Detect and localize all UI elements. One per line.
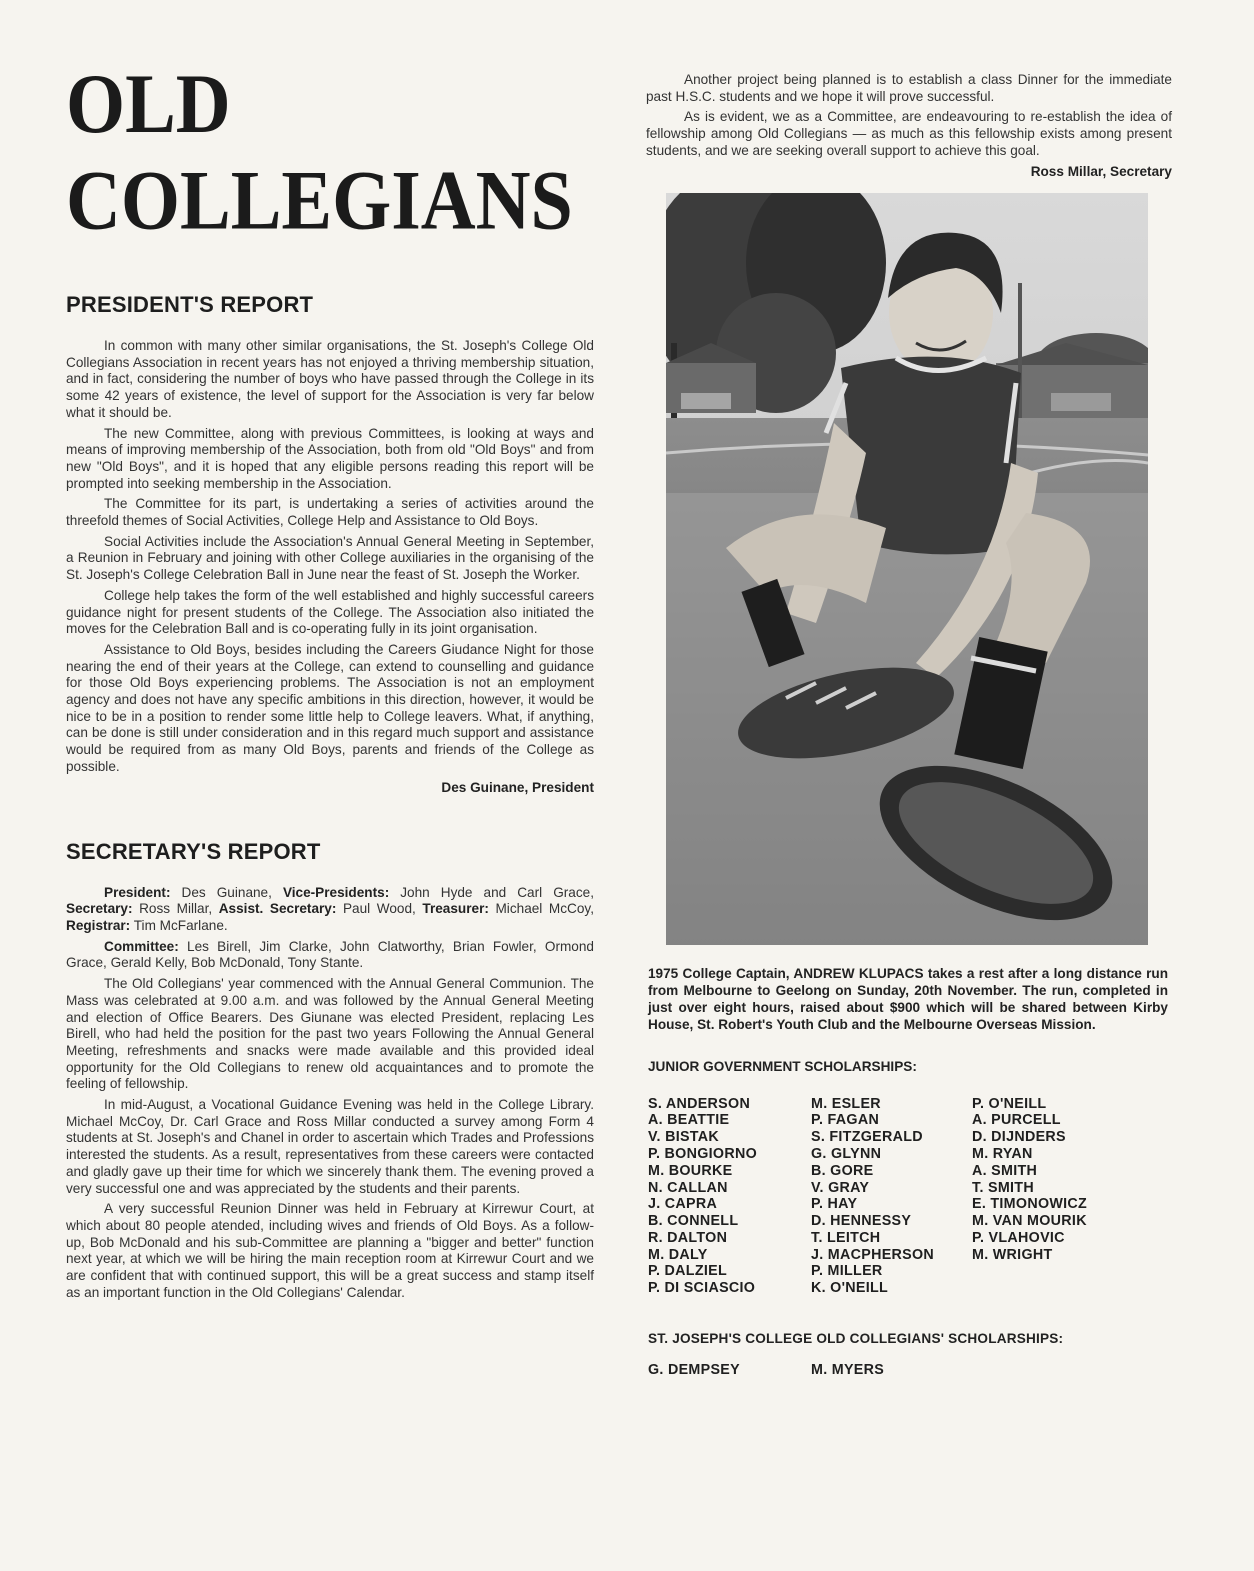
scholar-name: G. GLYNN xyxy=(811,1145,882,1162)
scholar-name: M. ESLER xyxy=(811,1095,881,1112)
president-paragraph: In common with many other similar organisations, the St. Joseph's College Old Collegians Association in recent years has not enjoyed a thriving membership situation, and in fact, considering the number of boys who have passed through the College in its some 42 years of existence, the level of support for the Association is very far below what it should be. xyxy=(66,338,594,420)
scholar-name: P. HAY xyxy=(811,1196,858,1213)
committee-label: Committee: xyxy=(104,938,179,954)
scholar-name: P. MILLER xyxy=(811,1263,883,1280)
president-signature: Des Guinane, President xyxy=(441,779,594,795)
old-collegians-scholarships-heading: ST. JOSEPH'S COLLEGE OLD COLLEGIANS' SCHOLARSHIPS: xyxy=(648,1331,1064,1347)
scholar-name: M. WRIGHT xyxy=(972,1246,1053,1263)
scholar-name: D. DIJNDERS xyxy=(972,1129,1066,1146)
scholar-name: P. FAGAN xyxy=(811,1112,880,1129)
photo-illustration xyxy=(666,193,1148,945)
scholar-name: M. DALY xyxy=(648,1246,708,1263)
scholar-name: M. RYAN xyxy=(972,1145,1033,1162)
scholar-name: K. O'NEILL xyxy=(811,1280,889,1297)
scholar-name: R. DALTON xyxy=(648,1229,728,1246)
junior-scholarships-heading: JUNIOR GOVERNMENT SCHOLARSHIPS: xyxy=(648,1058,917,1074)
scholar-name: B. GORE xyxy=(811,1162,874,1179)
president-report-heading: PRESIDENT'S REPORT xyxy=(66,292,314,317)
secretary-paragraph: The Old Collegians' year commenced with the Annual General Communion. The Mass was celebrated at 9.00 a.m. and was followed by the Annual General Meeting and election of Office Bearers. Des Giunane was elected President, replacing Les Birell, who had held the position for the past two years Following the Annual General Meeting, refreshments and snacks were made available and this provided ideal opportunity for the Old Collegians to renew old acquaintances and to promote the feeling of fellowship. xyxy=(66,976,594,1092)
scholar-name: M. VAN MOURIK xyxy=(972,1213,1087,1230)
scholar-name: V. BISTAK xyxy=(648,1129,720,1146)
secretary-paragraph: In mid-August, a Vocational Guidance Evening was held in the College Library. Michael McCoy, Dr. Carl Grace and Ross Millar conducted a survey among Form 4 students at St. Joseph's and Chanel in order to ascertain which Trades and Professions interested the students. As a result, representatives from these careers were contacted and gladly gave up their time for which we sincerely thank them. The evening proved a very successful one and was appreciated by the students and their parents. xyxy=(66,1097,594,1196)
scholar-name: S. ANDERSON xyxy=(648,1095,751,1112)
vp-names: John Hyde and Carl Grace, xyxy=(389,884,594,900)
president-paragraph: Social Activities include the Association's Annual General Meeting in September, a Reunion in February and joining with other College auxiliaries in the organising of the St. Joseph's College Celebration Ball in June near the feast of St. Joseph the Worker. xyxy=(66,533,594,583)
scholar-name: P. BONGIORNO xyxy=(648,1145,757,1162)
scholar-name: T. LEITCH xyxy=(811,1229,881,1246)
scholar-name: A. PURCELL xyxy=(972,1112,1061,1129)
president-paragraph: Assistance to Old Boys, besides including the Careers Giudance Night for those nearing the end of their years at the College, can extend to counselling and guidance for those Old Boys experiencing problems. The Association is not an employment agency and does not have any specific ambitions in this direction, however, it would be nice to be in a position to render some little help to College leavers. What, if anything, can be done is still under consideration and in this regard much support and assistance would be required from as many Old Boys, parents and friends of the College as possible. xyxy=(66,641,594,774)
scholar-name: P. DALZIEL xyxy=(648,1263,727,1280)
secretary-paragraph: A very successful Reunion Dinner was held in February at Kirrewur Court, at which about 80 people atended, including wives and friends of Old Boys. As a follow-up, Bob McDonald and his sub-Committee are planning a "bigger and better" function next year, at which we will be hiring the main reception room at Kirrewur Court and we are confident that with continued support, this will be a great success and stamp itself as an important function in the Old Collegians' Calendar. xyxy=(66,1201,594,1300)
scholar-name: B. CONNELL xyxy=(648,1213,739,1230)
treasurer-label: Treasurer: xyxy=(422,901,489,917)
president-paragraph: College help takes the form of the well established and highly successful careers guidance night for present students of the College. The Association also initiated the moves for the Celebration Ball and is co-operating fully in its joint organisation. xyxy=(66,587,594,637)
vp-label: Vice-Presidents: xyxy=(282,884,390,900)
names-column xyxy=(811,1096,972,1298)
president-paragraph: The Committee for its part, is undertaking a series of activities around the threefold themes of Social Activities, College Help and Assistance to Old Boys. xyxy=(66,496,594,529)
page-title: OLD COLLEGIANS xyxy=(66,57,573,248)
scholar-name: J. CAPRA xyxy=(648,1196,718,1213)
scholar-name: E. TIMONOWICZ xyxy=(972,1196,1088,1213)
scholar-name: T. SMITH xyxy=(972,1179,1034,1196)
junior-scholarships-list xyxy=(648,1096,1172,1298)
scholar-name: M. MYERS xyxy=(811,1362,885,1379)
scholar-name: N. CALLAN xyxy=(648,1179,728,1196)
secretary-paragraph: As is evident, we as a Committee, are endeavouring to re-establish the idea of fellowship among Old Collegians — as much as this fellowship exists among present students, and we are seeking overall support to achieve this goal. xyxy=(646,109,1172,158)
scholar-name: S. FITZGERALD xyxy=(811,1129,923,1146)
officers-paragraph xyxy=(66,885,594,935)
scholar-name: D. HENNESSY xyxy=(811,1213,912,1230)
scholar-name: A. BEATTIE xyxy=(648,1112,730,1129)
scholar-name: P. DI SCIASCIO xyxy=(648,1280,756,1297)
secretary-name: Ross Millar, xyxy=(132,901,219,917)
names-column xyxy=(648,1096,811,1298)
scholar-name: A. SMITH xyxy=(972,1162,1038,1179)
assist-secretary-name: Paul Wood, xyxy=(336,901,423,917)
treasurer-name: Michael McCoy, xyxy=(488,901,594,917)
right-column xyxy=(646,72,1172,1378)
registrar-label: Registrar: xyxy=(66,917,131,933)
committee-paragraph xyxy=(66,939,594,972)
assist-secretary-label: Assist. Secretary: xyxy=(218,901,337,917)
college-captain-photo xyxy=(666,193,1148,945)
secretary-label: Secretary: xyxy=(66,901,133,917)
left-column xyxy=(66,56,594,1301)
scholar-name: P. VLAHOVIC xyxy=(972,1229,1065,1246)
committee-names: Les Birell, Jim Clarke, John Clatworthy, Brian Fowler, Ormond Grace, Gerald Kelly, Bob McDonald, Tony Stante. xyxy=(66,938,594,971)
secretary-signature: Ross Millar, Secretary xyxy=(1030,163,1172,179)
secretary-report-heading: SECRETARY'S REPORT xyxy=(66,838,321,864)
registrar-name: Tim McFarlane. xyxy=(130,917,228,933)
old-collegians-scholarships-list xyxy=(648,1362,1172,1378)
president-label: President: xyxy=(104,884,171,900)
scholar-name: V. GRAY xyxy=(811,1179,870,1196)
photo-caption: 1975 College Captain, ANDREW KLUPACS takes a rest after a long distance run from Melbourne to Geelong on Sunday, 20th November. The run, completed in just over eight hours, raised about $900 which will be shared between Kirby House, St. Robert's Youth Club and the Melbourne Overseas Mission. xyxy=(648,965,1168,1032)
names-column xyxy=(972,1096,1142,1298)
secretary-paragraph: Another project being planned is to establish a class Dinner for the immediate past H.S.C. students and we hope it will prove successful. xyxy=(646,72,1172,104)
scholar-name: M. BOURKE xyxy=(648,1162,733,1179)
scholar-name: G. DEMPSEY xyxy=(648,1362,740,1379)
president-paragraph: The new Committee, along with previous Committees, is looking at ways and means of improving membership of the Association, both from old "Old Boys" and from new "Old Boys", and it is hoped that any eligible persons reading this report will be prompted into seeking membership in the Association. xyxy=(66,425,594,491)
scholar-name: J. MACPHERSON xyxy=(811,1246,935,1263)
scholar-name: P. O'NEILL xyxy=(972,1095,1047,1112)
president-name: Des Guinane, xyxy=(170,884,283,900)
